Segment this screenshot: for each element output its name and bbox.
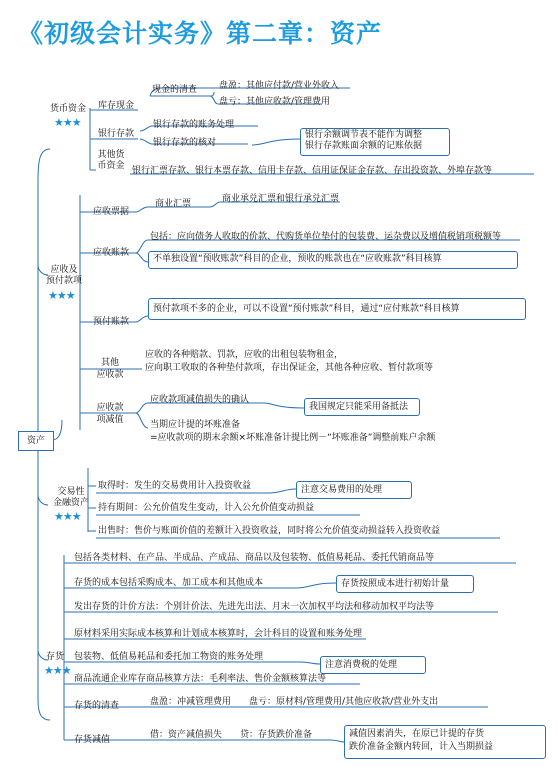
node-bad-debt-formula: =应收款项的期末余额×坏账准备计提比例－“坏账准备”调整前账户余额 xyxy=(150,433,436,443)
node-holding-period: 持有期间：公允价值发生变动，计入公允价值变动损益 xyxy=(98,503,315,513)
importance-stars-receivables: ★★★ xyxy=(48,289,75,302)
node-cash-overage: 盘盈：其他应付款/营业外收入 xyxy=(219,81,340,91)
branch-trading-line1: 交易性 xyxy=(57,487,85,497)
note-bank-line1: 银行余额调节表不能作为调整 xyxy=(305,130,423,140)
branch-receivables-line2: 预付款项 xyxy=(45,276,82,286)
node-impairment-line1: 应收款 xyxy=(96,403,124,413)
node-other-cash-line1: 其他货 xyxy=(97,150,125,160)
node-acquisition: 取得时：发生的交易费用计入投资收益 xyxy=(98,481,252,491)
node-accounts-receivable: 应收账款 xyxy=(93,248,130,258)
node-other-cash-detail: 银行汇票存款、银行本票存款、信用卡存款、信用证保证金存款、存出投资款、外埠存款等 xyxy=(132,166,493,176)
node-other-receivables-line-a: 应收的各种赔款、罚款，应收的出租包装物租金， xyxy=(145,350,344,360)
node-bank-accounting: 银行存款的账务处理 xyxy=(153,120,235,130)
note-bank-reconciliation xyxy=(300,128,450,156)
node-other-receivables-line-b: 应向职工收取的各种垫付款项，存出保证金，其他各种应收、暂付款项等 xyxy=(145,363,434,373)
note-initial-measurement: 存货按照成本进行初始计量 xyxy=(336,575,474,593)
note-impairment-reversal xyxy=(344,725,546,759)
node-inventory-cost: 存货的成本包括采购成本、加工成本和其他成本 xyxy=(74,578,264,588)
page-title: 《初级会计实务》第二章：资产 xyxy=(18,19,383,48)
node-inventory-scope: 包括各类材料、在产品、半成品、产成品、商品以及包装物、低值易耗品、委托代销商品等 xyxy=(74,553,435,563)
note-bank-line2: 银行存款账面余额的记账依据 xyxy=(305,141,423,151)
node-issue-valuation: 发出存货的计价方法：个别计价法、先进先出法、月末一次加权平均法和移动加权平均法等 xyxy=(74,602,435,612)
node-impairment-recognition: 应收款项减值损失的确认 xyxy=(150,395,250,405)
branch-trading-line2: 金融资产 xyxy=(52,498,89,508)
node-inventory-count-detail: 盘盈：冲减管理费用 盘亏：原材料/管理费用/其他应收款/营业外支出 xyxy=(150,697,439,707)
branch-trading-assets-label xyxy=(50,487,92,509)
note-prepayments: 预付款项不多的企业，可以不设置“预付账款”科目，通过“应付账款”科目核算 xyxy=(148,298,526,320)
node-inventory-count: 存货的清查 xyxy=(74,701,120,711)
note-consumption-tax: 注意消费税的处理 xyxy=(320,656,426,674)
importance-stars-cash: ★★★ xyxy=(54,116,81,129)
node-raw-materials: 原材料采用实际成本核算和计划成本核算时，会计科目的设置和账务处理 xyxy=(74,629,363,639)
note-reversal-line1: 减值因素消失，在原已计提的存货 xyxy=(349,729,485,739)
node-prepayments: 预付账款 xyxy=(93,317,130,327)
node-cash-shortage: 盘亏：其他应收款/管理费用 xyxy=(219,97,331,107)
node-draft-types: 商业承兑汇票和银行承兑汇票 xyxy=(222,194,340,204)
note-reversal-line2: 跌价准备金额内转回，计入当期损益 xyxy=(349,742,494,752)
note-allowance-method: 我国规定只能采用备抵法 xyxy=(304,398,420,416)
importance-stars-trading: ★★★ xyxy=(54,510,81,523)
branch-receivables-line1: 应收及 xyxy=(50,265,78,275)
node-packaging-accounting: 包装物、低值易耗品和委托加工物资的账务处理 xyxy=(74,652,264,662)
branch-receivables-label xyxy=(44,265,84,287)
branch-inventory-label: 存货 xyxy=(46,652,65,662)
node-other-cash-line2: 币资金 xyxy=(97,161,125,171)
node-merchandise-methods: 商品流通企业库存商品核算方法：毛利率法、售价金额核算法等 xyxy=(74,674,327,684)
branch-cash-label: 货币资金 xyxy=(50,104,87,114)
node-bad-debt-formula-title: 当期应计提的坏账准备 xyxy=(150,420,241,430)
importance-stars-inventory: ★★★ xyxy=(44,664,71,677)
root-node-assets: 资产 xyxy=(18,431,54,451)
node-commercial-draft: 商业汇票 xyxy=(155,199,192,209)
node-other-receivables-line1: 其他 xyxy=(100,358,119,368)
node-impairment-line2: 项减值 xyxy=(96,415,124,425)
node-petty-cash: 库存现金 xyxy=(98,101,135,111)
node-other-receivables xyxy=(92,357,128,381)
node-disposal: 出售时：售价与账面价值的差额计入投资收益，同时将公允价值变动损益转入投资收益 xyxy=(98,526,441,536)
node-bank-reconcile: 银行存款的核对 xyxy=(153,138,217,148)
node-cash-count: 现金的清查 xyxy=(152,85,198,95)
node-inventory-impairment: 存货减值 xyxy=(74,735,111,745)
node-receivable-impairment xyxy=(92,402,128,426)
node-other-receivables-line2: 应收款 xyxy=(96,370,124,380)
note-advance-receipts: 不单独设置“预收账款”科目的企业，预收的账款也在“应收账款”科目核算 xyxy=(148,251,518,269)
node-inventory-impairment-entry: 借：资产减值损失 贷：存货跌价准备 xyxy=(150,730,313,740)
node-other-cash xyxy=(93,150,129,172)
node-ar-detail: 包括：应向债务人收取的价款、代购货单位垫付的包装费、运杂费以及增值税销项税额等 xyxy=(150,232,502,242)
note-transaction-costs: 注意交易费用的处理 xyxy=(296,481,412,499)
node-bank-deposit: 银行存款 xyxy=(98,129,135,139)
node-notes-receivable: 应收票据 xyxy=(93,207,130,217)
